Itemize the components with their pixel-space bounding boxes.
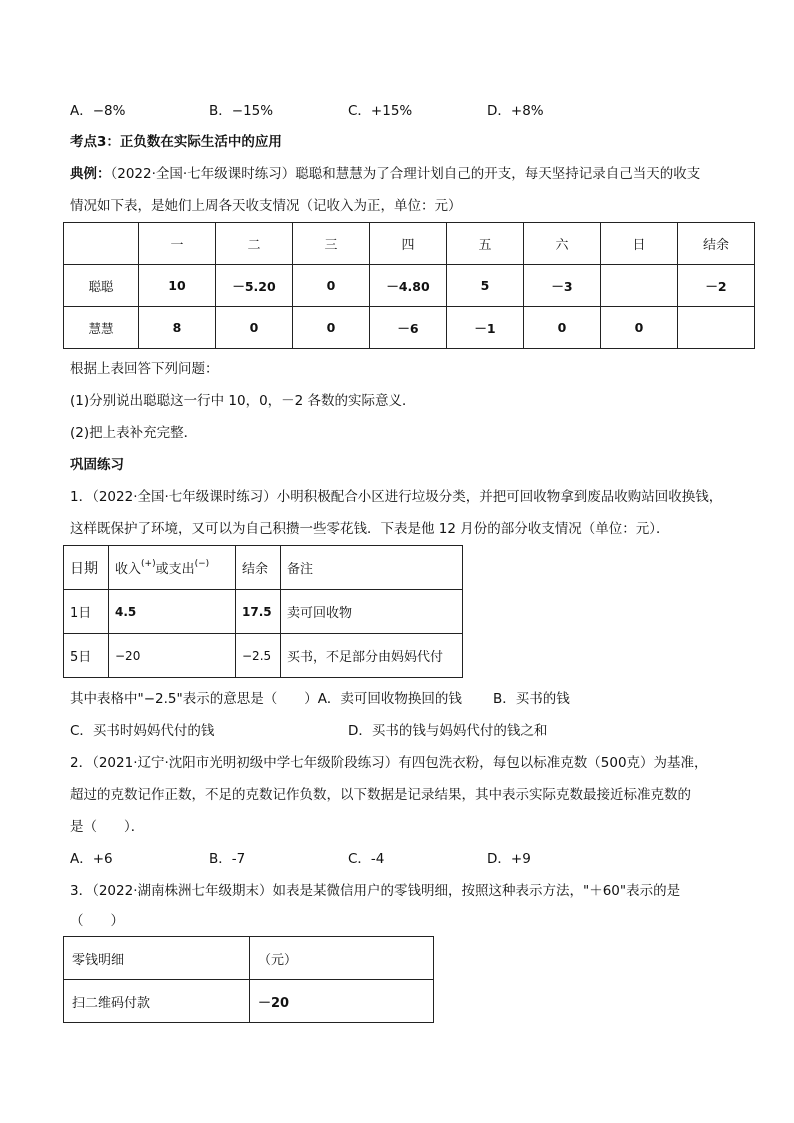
table-cell: －4.80 [370,265,447,307]
header-cell [109,546,236,590]
table-header-row [64,223,755,265]
q2-option-a: A．+6 [70,851,113,867]
header-cell [64,223,139,265]
table-cell: 17.5 [236,590,281,634]
table-cell [601,265,678,307]
table-cell: 卖可回收物 [281,590,463,634]
header-cell: 四 [370,223,447,265]
table-cell: 0 [601,307,678,349]
header-expense: 或支出 [155,562,195,577]
table-cell: （元） [250,937,434,980]
table-cell: －2 [678,265,755,307]
kaodian-heading: 考点3：正负数在实际生活中的应用 [70,134,282,150]
option-d: D．+8% [487,103,544,119]
option-a: A．−8% [70,103,126,119]
q1-option-b: B．买书的钱 [493,691,570,707]
q1-stem: 其中表格中"−2.5"表示的意思是（ ）A．卖可回收物换回的钱 [70,691,462,707]
q3-line-1: 3．（2022·湖南株洲七年级期末）如表是某微信用户的零钱明细，按照这种表示方法，"＋60"表示的是 [70,883,681,899]
table-row [64,980,434,1023]
header-cell: 六 [524,223,601,265]
option-b: B．−15% [209,103,274,119]
q1-option-d: D．买书的钱与妈妈代付的钱之和 [348,723,548,739]
plus-sign: (+) [141,559,156,569]
q1-option-c: C．买书时妈妈代付的钱 [70,723,215,739]
table-cell: 5日 [64,634,109,678]
example-text-1: （2022·全国·七年级课时练习）聪聪和慧慧为了合理计划自己的开支，每天坚持记录自己当天的收支 [110,166,701,182]
table-cell: 0 [293,307,370,349]
option-c: C．+15% [348,103,413,119]
header-cell: 五 [447,223,524,265]
table-header-row [64,546,463,590]
row-label: 慧慧 [64,307,139,349]
table-cell: －5.20 [216,265,293,307]
wallet-detail-table [63,936,434,1023]
table-row [64,590,463,634]
table-cell: 扫二维码付款 [64,980,250,1023]
minus-sign: (−) [194,559,210,569]
table-cell [678,307,755,349]
table-cell: 5 [447,265,524,307]
table-cell: 8 [139,307,216,349]
q2-line-1: 2．（2021·辽宁·沈阳市光明初级中学七年级阶段练习）有四包洗衣粉，每包以标准克数（500克）为基准， [70,755,708,771]
q2-option-d: D．+9 [487,851,531,867]
table-cell: －3 [524,265,601,307]
table-cell: 0 [524,307,601,349]
table-row [64,265,755,307]
weekly-balance-table [63,222,755,349]
table-cell: −2.5 [236,634,281,678]
example-line-2: 情况如下表，是她们上周各天收支情况（记收入为正，单位：元） [70,198,462,214]
table-cell: 买书，不足部分由妈妈代付 [281,634,463,678]
after-table-text: 根据上表回答下列问题： [70,361,219,377]
table-cell: －6 [370,307,447,349]
table-row [64,634,463,678]
table-cell: 4.5 [109,590,236,634]
example-label: 典例： [70,166,111,182]
q1-line-2: 这样既保护了环境，又可以为自己积攒一些零花钱．下表是他 12 月份的部分收支情况（单位：元）． [70,521,670,537]
table-cell: 0 [293,265,370,307]
q1-line-1: 1．（2022·全国·七年级课时练习）小明积极配合小区进行垃圾分类，并把可回收物拿到废品收购站回收换钱， [70,489,723,505]
header-cell: 三 [293,223,370,265]
q3-line-2: （ ） [70,913,124,929]
header-cell: 一 [139,223,216,265]
table-cell: 1日 [64,590,109,634]
table-row [64,307,755,349]
table-cell: 0 [216,307,293,349]
header-income: 收入 [115,562,142,577]
q2-line-3: 是（ ）． [70,819,145,835]
header-cell: 结余 [678,223,755,265]
example-line-1 [70,165,700,183]
table-cell: －20 [250,980,434,1023]
table-cell: 零钱明细 [64,937,250,980]
sub-question-1: (1)分别说出聪聪这一行中 10，0，－2 各数的实际意义． [70,393,416,409]
q2-option-b: B．-7 [209,851,246,867]
header-cell: 结余 [236,546,281,590]
sub-question-2: (2)把上表补充完整． [70,425,198,441]
table-cell: 10 [139,265,216,307]
header-cell: 日 [601,223,678,265]
row-label: 聪聪 [64,265,139,307]
table-cell: −20 [109,634,236,678]
december-income-table [63,545,463,678]
practice-heading: 巩固练习 [70,457,124,473]
table-row [64,937,434,980]
q2-line-2: 超过的克数记作正数，不足的克数记作负数，以下数据是记录结果，其中表示实际克数最接近标准克数的 [70,787,691,803]
table-cell: －1 [447,307,524,349]
header-cell: 备注 [281,546,463,590]
header-cell: 二 [216,223,293,265]
header-cell: 日期 [64,546,109,590]
q2-option-c: C．-4 [348,851,385,867]
